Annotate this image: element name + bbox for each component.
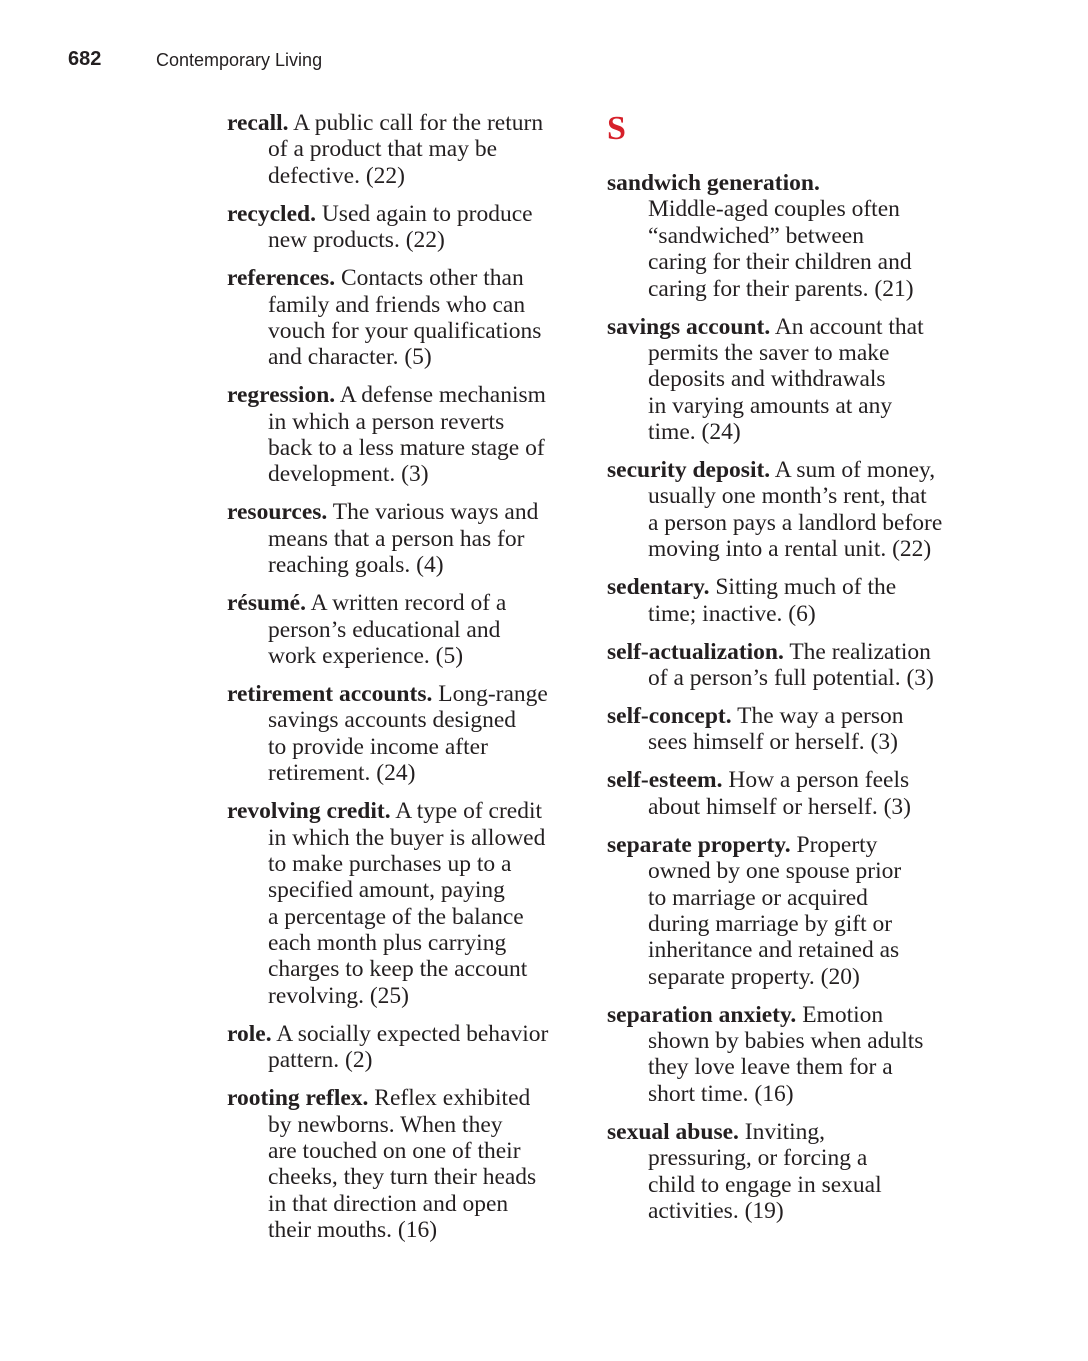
definition-line: time; inactive. (6) (648, 600, 816, 627)
page-number: 682 (68, 48, 102, 70)
glossary-column-right (607, 110, 942, 1236)
glossary-entry (227, 798, 548, 1009)
definition-line: shown by babies when adults (648, 1028, 924, 1055)
glossary-entry (607, 457, 942, 563)
definition-line: reaching goals. (4) (268, 552, 444, 579)
definition-line: permits the saver to make (648, 339, 890, 366)
entry-first-line (227, 1085, 548, 1111)
definition-line: they love leave them for a (648, 1054, 893, 1081)
glossary-term: self-esteem. (607, 767, 723, 794)
definition-text: Inviting, (744, 1118, 826, 1145)
glossary-term: regression. (227, 382, 336, 409)
definition-line: defective. (22) (268, 162, 406, 189)
definition-line: back to a less mature stage of (268, 435, 545, 462)
entry-first-line (227, 798, 548, 824)
entry-first-line (607, 832, 942, 858)
definition-line: Middle-aged couples often (648, 196, 900, 223)
glossary-column-left (227, 110, 548, 1255)
definition-line: about himself or herself. (3) (648, 793, 911, 820)
glossary-term: resources. (227, 499, 328, 526)
definition-line: vouch for your qualifications (268, 317, 542, 344)
glossary-term: retirement accounts. (227, 680, 433, 707)
definition-line: to provide income after (268, 733, 488, 760)
running-header-title: Contemporary Living (156, 50, 323, 70)
glossary-entry (227, 110, 548, 189)
definition-line: means that a person has for (268, 525, 525, 552)
definition-line: cheeks, they turn their heads (268, 1164, 537, 1191)
definition-line: a person pays a landlord before (648, 509, 943, 536)
definition-line: specified amount, paying (268, 877, 505, 904)
definition-line: moving into a rental unit. (22) (648, 536, 932, 563)
definition-line: in varying amounts at any (648, 392, 893, 419)
glossary-term: savings account. (607, 313, 771, 340)
definition-text: Property (796, 831, 878, 858)
glossary-entry (607, 314, 942, 446)
glossary-entry (607, 1002, 942, 1108)
definition-text: Used again to produce (321, 200, 533, 227)
definition-text: How a person feels (728, 767, 910, 794)
definition-text: Reflex exhibited (374, 1085, 531, 1112)
definition-text: A sum of money, (774, 457, 936, 484)
glossary-entry (227, 382, 548, 488)
glossary-entry (227, 1021, 548, 1074)
glossary-term: security deposit. (607, 457, 771, 484)
glossary-term: sedentary. (607, 574, 710, 601)
glossary-term: self-concept. (607, 703, 732, 729)
definition-line: new products. (22) (268, 227, 445, 254)
glossary-entry (607, 832, 942, 990)
glossary-term: résumé. (227, 590, 306, 617)
definition-text: A written record of a (310, 590, 507, 617)
definition-text: Emotion (802, 1001, 884, 1028)
definition-line: child to engage in sexual (648, 1171, 882, 1198)
glossary-term: role. (227, 1020, 272, 1047)
glossary-entry (607, 574, 942, 627)
definition-line: to make purchases up to a (268, 850, 512, 877)
entry-first-line (227, 382, 548, 408)
definition-line: caring for their parents. (21) (648, 275, 914, 302)
definition-line: “sandwiched” between (648, 222, 864, 249)
definition-text: A socially expected behavior (276, 1020, 549, 1047)
definition-line: and character. (5) (268, 344, 432, 371)
definition-line: in which a person reverts (268, 408, 505, 435)
definition-line: short time. (16) (648, 1080, 794, 1107)
glossary-term: sandwich generation. (607, 170, 820, 196)
definition-line: a percentage of the balance (268, 903, 524, 930)
glossary-entry (607, 170, 942, 302)
entry-first-line (607, 574, 942, 600)
glossary-term: revolving credit. (227, 798, 391, 825)
entry-first-line (607, 767, 942, 793)
glossary-term: recycled. (227, 200, 316, 227)
glossary-entry (227, 499, 548, 578)
glossary-entry (227, 265, 548, 371)
glossary-entry (227, 681, 548, 787)
definition-text: Sitting much of the (715, 574, 897, 601)
definition-text: The realization (789, 638, 931, 665)
definition-line: caring for their children and (648, 249, 912, 276)
entry-first-line (227, 590, 548, 616)
entry-first-line (227, 201, 548, 227)
definition-line: are touched on one of their (268, 1138, 521, 1165)
glossary-entry (227, 590, 548, 669)
definition-text: Contacts other than (340, 265, 524, 292)
entry-first-line (607, 170, 942, 196)
definition-line: in which the buyer is allowed (268, 824, 546, 851)
definition-text: An account that (774, 313, 924, 340)
glossary-term: recall. (227, 110, 289, 136)
definition-text: A defense mechanism (339, 382, 546, 409)
entry-first-line (227, 681, 548, 707)
definition-line: by newborns. When they (268, 1111, 503, 1138)
definition-line: activities. (19) (648, 1198, 784, 1225)
definition-line: retirement. (24) (268, 760, 416, 787)
definition-line: revolving. (25) (268, 982, 409, 1009)
definition-line: family and friends who can (268, 291, 526, 318)
entry-first-line (227, 1021, 548, 1047)
definition-text: A public call for the return (293, 110, 544, 136)
section-letter: S (607, 110, 626, 147)
glossary-term: sexual abuse. (607, 1118, 739, 1145)
definition-line: in that direction and open (268, 1190, 509, 1217)
definition-line: work experience. (5) (268, 643, 464, 669)
glossary-term: rooting reflex. (227, 1085, 369, 1112)
definition-line: of a product that may be (268, 136, 498, 163)
entry-first-line (607, 1119, 942, 1145)
glossary-term: references. (227, 265, 336, 292)
definition-line: development. (3) (268, 461, 429, 488)
glossary-term: separate property. (607, 831, 791, 858)
entry-first-line (607, 703, 942, 729)
definition-line: pressuring, or forcing a (648, 1145, 868, 1172)
entry-first-line (607, 314, 942, 340)
glossary-entry (227, 1085, 548, 1243)
definition-line: during marriage by gift or (648, 910, 893, 937)
definition-line: pattern. (2) (268, 1047, 373, 1074)
entry-first-line (227, 110, 548, 136)
glossary-entry (607, 1119, 942, 1225)
glossary-term: self-actualization. (607, 638, 784, 665)
definition-line: deposits and withdrawals (648, 366, 886, 393)
entry-first-line (607, 639, 942, 665)
entry-first-line (607, 457, 942, 483)
definition-line: savings accounts designed (268, 707, 517, 734)
definition-line: of a person’s full potential. (3) (648, 665, 934, 692)
definition-line: sees himself or herself. (3) (648, 729, 898, 756)
definition-line: to marriage or acquired (648, 884, 868, 911)
definition-line: usually one month’s rent, that (648, 483, 927, 510)
definition-text: A type of credit (395, 798, 543, 825)
entry-first-line (607, 1002, 942, 1028)
definition-line: inheritance and retained as (648, 937, 900, 964)
glossary-entry (607, 639, 942, 692)
definition-text: The various ways and (332, 499, 539, 526)
definition-text: The way a person (737, 703, 904, 729)
entry-first-line (227, 499, 548, 525)
definition-line: person’s educational and (268, 616, 501, 643)
definition-line: each month plus carrying (268, 930, 507, 957)
definition-line: owned by one spouse prior (648, 858, 902, 885)
definition-line: their mouths. (16) (268, 1217, 438, 1244)
glossary-entry (607, 767, 942, 820)
glossary-entry (607, 703, 942, 756)
glossary-entry (227, 201, 548, 254)
definition-line: charges to keep the account (268, 956, 528, 983)
glossary-term: separation anxiety. (607, 1001, 797, 1028)
entry-first-line (227, 265, 548, 291)
definition-line: time. (24) (648, 419, 741, 446)
definition-line: separate property. (20) (648, 963, 860, 990)
definition-text: Long-range (438, 680, 548, 707)
